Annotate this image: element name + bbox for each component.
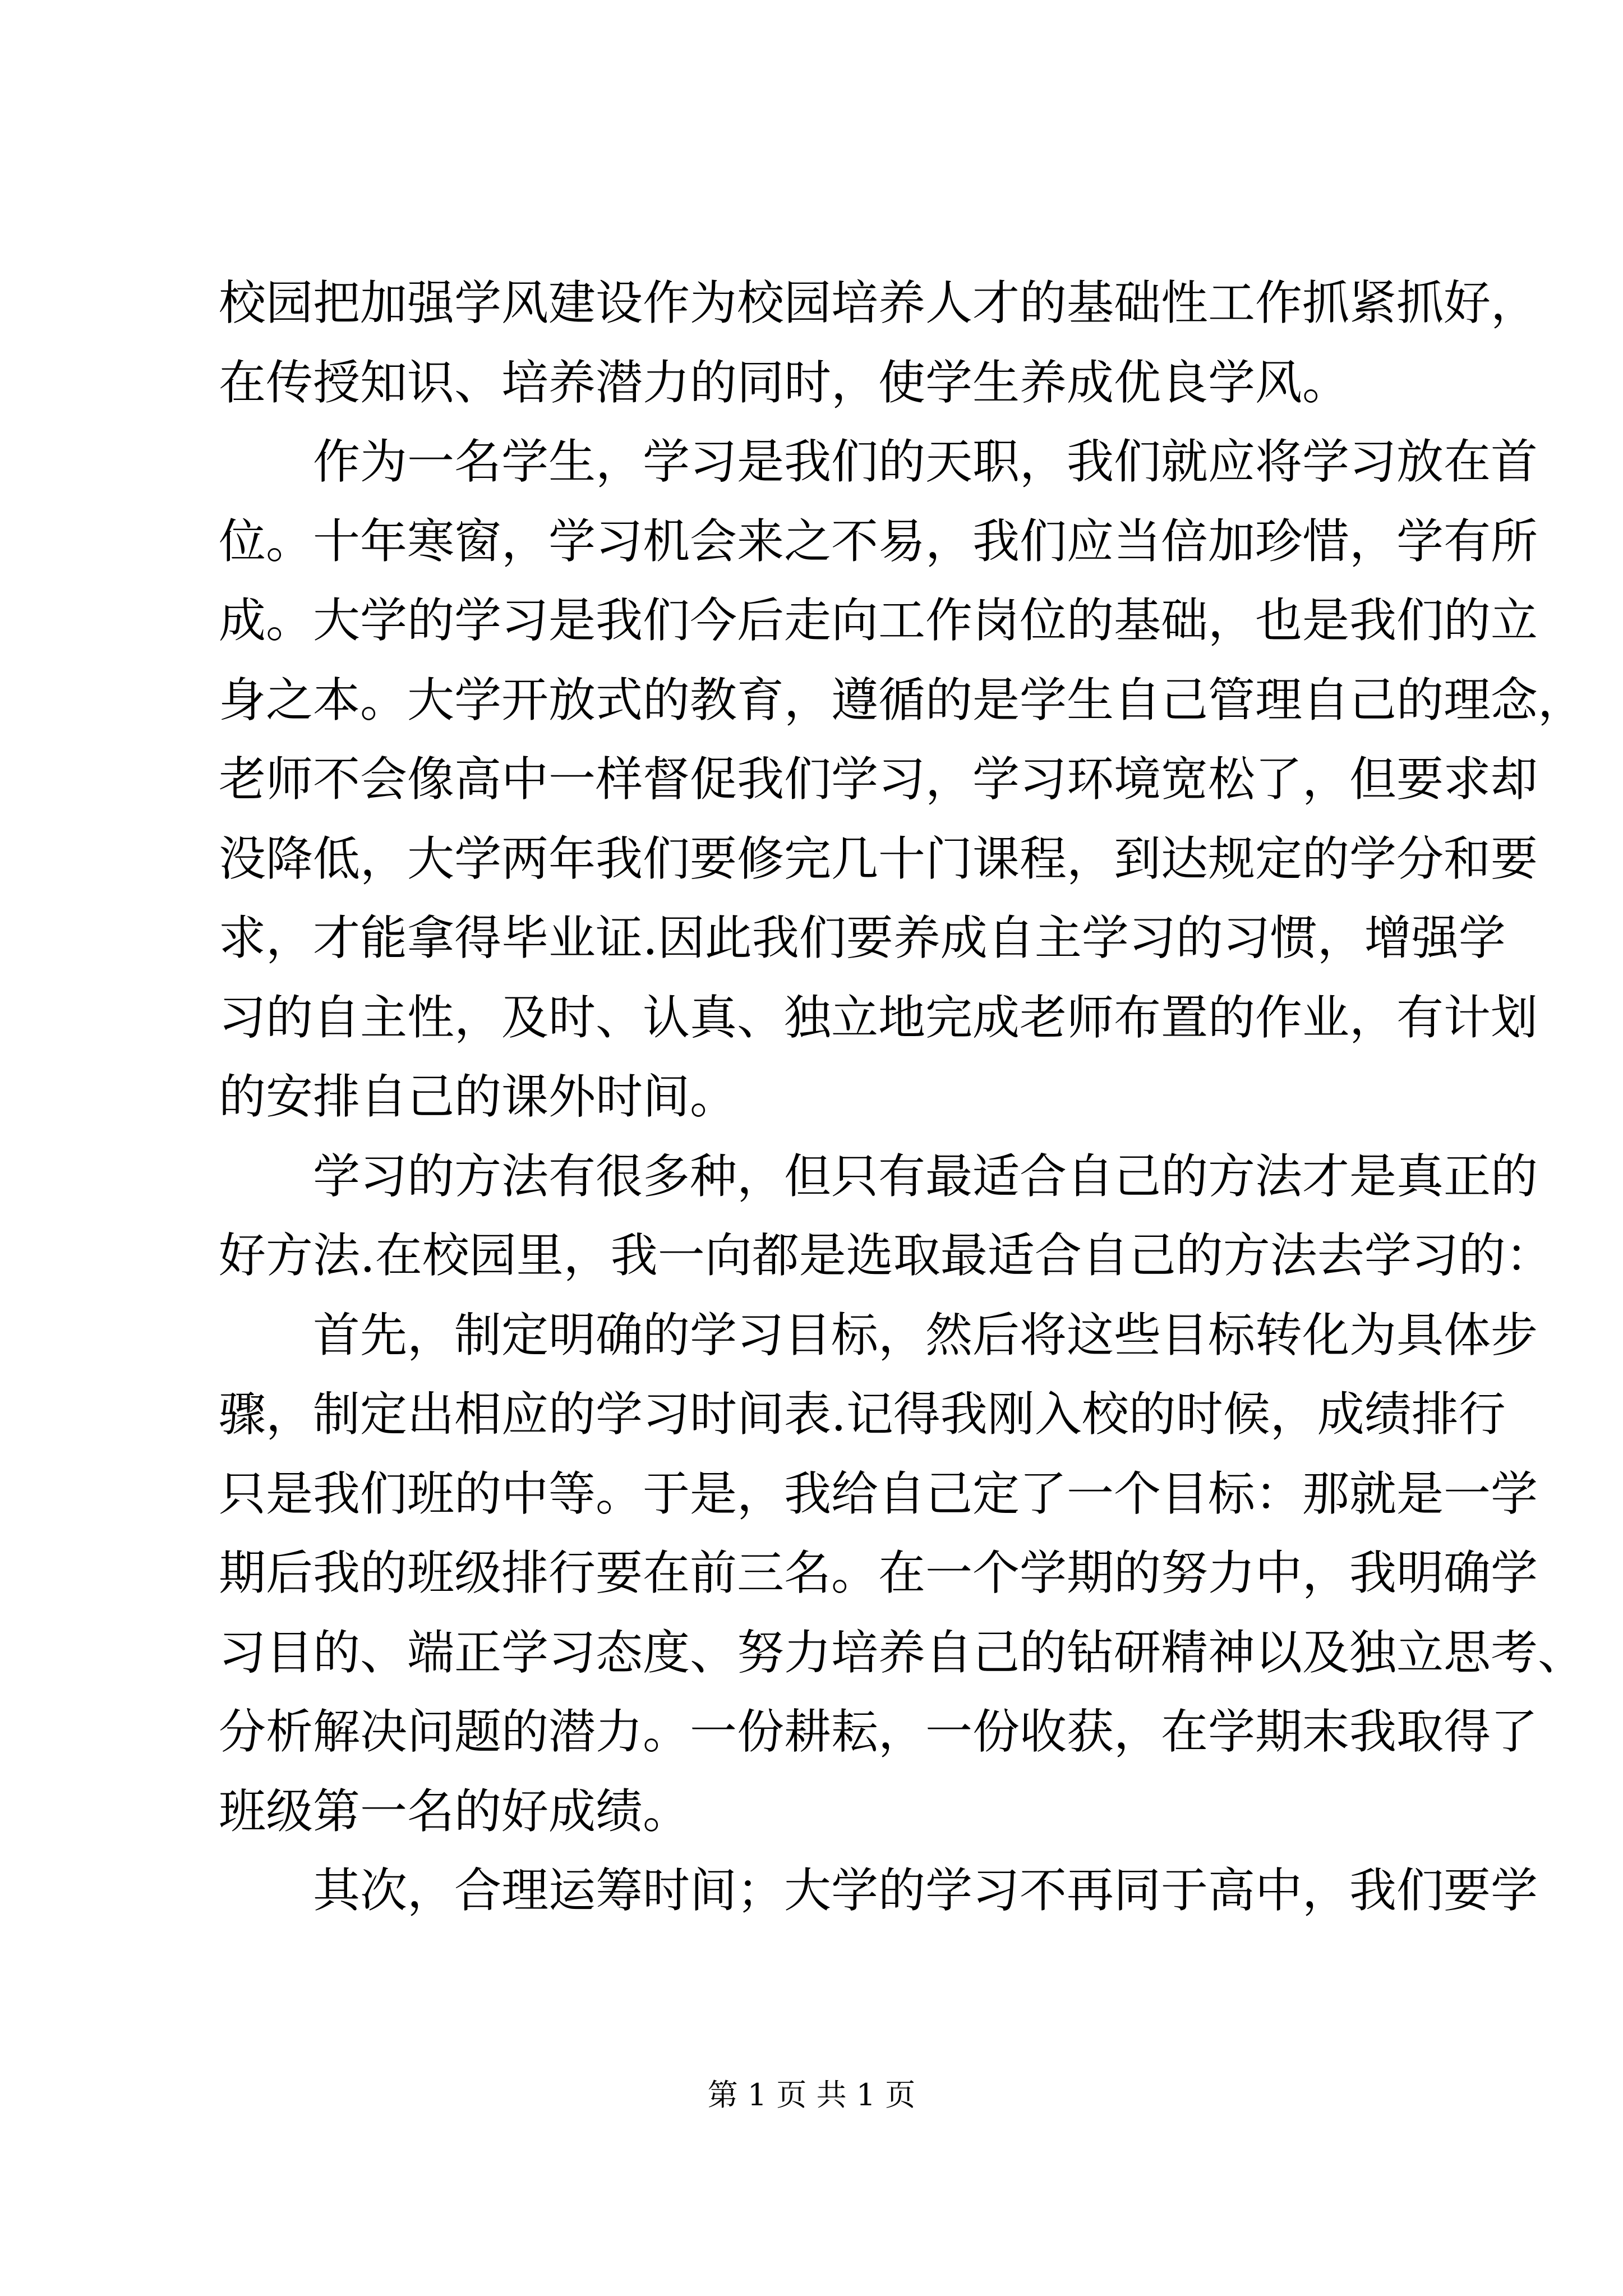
text-line-11: 的安排自己的课外时间。 [219,1069,737,1124]
text-line-10: 习的自主性，及时、认真、独立地完成老师布置的作业，有计划 [219,990,1538,1045]
text-line-1: 校园把加强学风建设作为校园培养人才的基础性工作抓紧抓好， [219,275,1538,330]
body-text [219,264,1585,1931]
page-footer: 第 1 页 共 1 页 [707,2077,916,2113]
text-line-9: 求，才能拿得毕业证.因此我们要养成自主学习的习惯，增强学 [219,910,1506,965]
text-line-17: 期后我的班级排行要在前三名。在一个学期的努力中，我明确学 [219,1545,1538,1600]
text-line-21: 其次，合理运筹时间；大学的学习不再同于高中，我们要学 [313,1863,1538,1918]
text-line-14: 首先，制定明确的学习目标，然后将这些目标转化为具体步 [313,1307,1538,1363]
text-line-6: 身之本。大学开放式的教育，遵循的是学生自己管理自己的理念， [219,672,1585,728]
text-line-4: 位。十年寒窗，学习机会来之不易，我们应当倍加珍惜，学有所 [219,513,1538,569]
text-line-16: 只是我们班的中等。于是，我给自己定了一个目标：那就是一学 [219,1466,1538,1521]
text-line-13: 好方法.在校园里，我一向都是选取最适合自己的方法去学习的： [219,1228,1553,1283]
text-line-3: 作为一名学生，学习是我们的天职，我们就应将学习放在首 [313,434,1538,489]
text-line-8: 没降低，大学两年我们要修完几十门课程，到达规定的学分和要 [219,831,1538,886]
text-line-20: 班级第一名的好成绩。 [219,1783,690,1839]
text-line-19: 分析解决问题的潜力。一份耕耘，一份收获，在学期末我取得了 [219,1704,1538,1759]
text-line-7: 老师不会像高中一样督促我们学习，学习环境宽松了，但要求却 [219,752,1538,807]
text-line-15: 骤，制定出相应的学习时间表.记得我刚入校的时候，成绩排行 [219,1387,1506,1442]
text-line-2: 在传授知识、培养潜力的同时，使学生养成优良学风。 [219,355,1350,410]
text-line-18: 习目的、端正学习态度、努力培养自己的钻研精神以及独立思考、 [219,1625,1585,1680]
text-line-12: 学习的方法有很多种，但只有最适合自己的方法才是真正的 [313,1148,1538,1204]
text-line-5: 成。大学的学习是我们今后走向工作岗位的基础，也是我们的立 [219,593,1538,648]
